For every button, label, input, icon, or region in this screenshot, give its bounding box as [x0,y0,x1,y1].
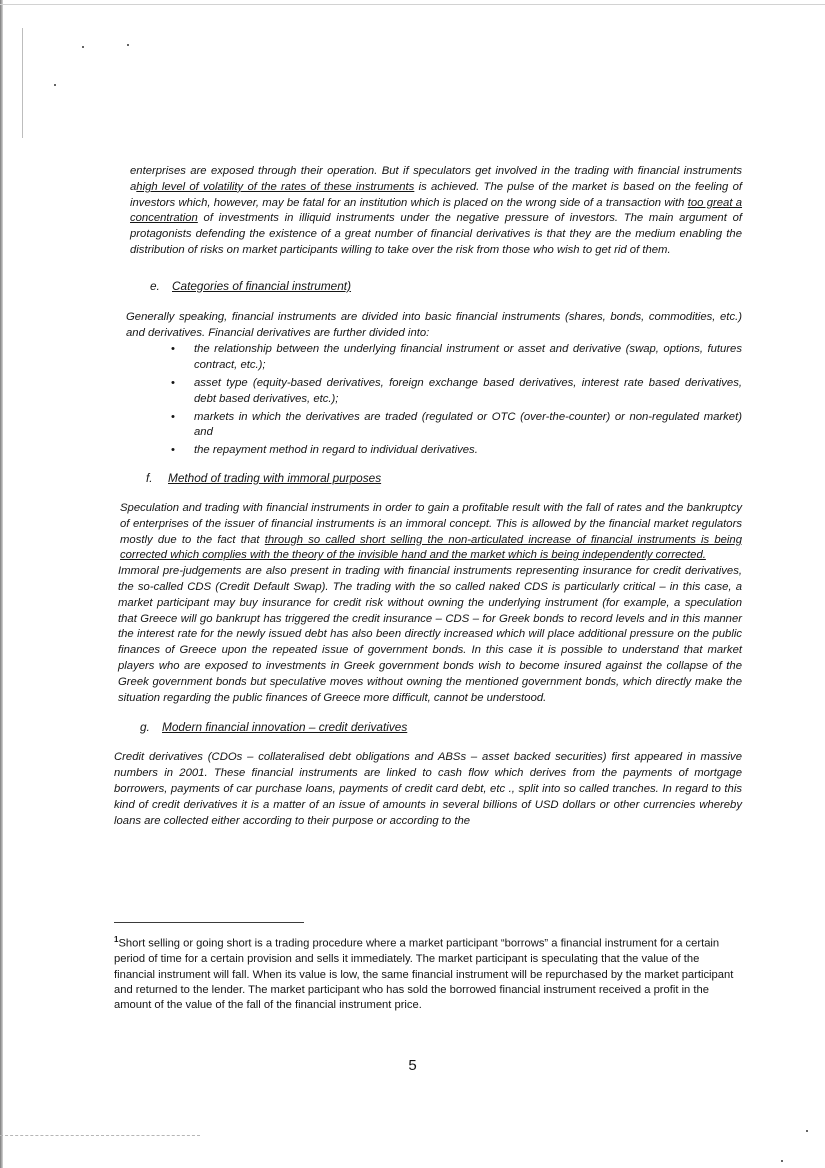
section-f-title: Method of trading with immoral purposes [168,470,382,485]
bullet-icon: • [171,376,175,389]
scan-bottom-rule [0,1135,200,1136]
section-g-heading [114,720,742,734]
bullet-icon: • [171,343,175,356]
continuation-text-start: enterprises are exposed through their operation. But if speculators get involved in the trading with financial instruments a [130,165,742,193]
section-f-paragraph-1 [114,501,742,564]
section-e-title: Categories of financial instrument) [172,278,352,293]
list-item [171,376,742,408]
derivative-categories-list [114,342,742,459]
list-item-text: the relationship between the underlying financial instrument or asset and derivative (swap, options, futures contract, etc.); [194,343,742,372]
page-body [114,164,742,829]
footnote-marker: 1 [114,935,119,944]
section-g-letter: g. [140,720,150,735]
section-g-paragraph: Credit derivatives (CDOs – collateralised debt obligations and ABSs – asset backed securities) first appeared in massive numbers in 2001. These financial instruments are linked to cash flow which derives from the payments of mortgage borrowers, payments of car purchase loans, payments of credit card debt, etc ., split into so called tranches. In regard to this kind of credit derivatives it is a matter of an issue of amounts in several billions of USD dollars or other currencies whereby loans are collected either according to their purpose or according to the [114,751,742,827]
footnote [114,932,742,1014]
continuation-paragraph [114,164,742,259]
volatility-phrase: high level of volatility of the rates of these instruments [136,180,415,193]
list-item [171,410,742,442]
page-number: 5 [408,1057,417,1074]
section-f-letter: f. [146,470,153,485]
section-f-p1-underlined: through so called short selling the non-articulated increase of financial instruments is being corrected which complies with the theory of the invisible hand and the market which is being independently corrected. [120,533,742,562]
scan-speck [127,44,129,46]
scan-speck [54,84,56,86]
scan-margin-line [22,28,23,138]
continuation-text-middle: is achieved. The pulse of the market is based on the feeling of investors which, however, may be fatal for an institution which is placed on the wrong side of a transaction with [130,180,742,209]
section-e-letter: e. [150,278,160,293]
section-f-heading [114,471,742,485]
scan-speck [806,1130,808,1132]
bullet-icon: • [171,444,175,457]
continuation-text-end: of investments in illiquid instruments under the negative pressure of investors. The main argument of protagonists defending the existence of a great number of financial derivatives is that they are the medium enabling the distribution of risks on market participants willing to take over the risk from those who wish to get rid of them. [130,212,742,256]
list-item-text: markets in which the derivatives are traded (regulated or OTC (over-the-counter) or non-regulated market) and [194,410,742,439]
bullet-icon: • [171,410,175,423]
list-item-text: asset type (equity-based derivatives, foreign exchange based derivatives, interest rate based derivatives, debt based derivatives, etc.); [194,376,742,405]
scan-top-rule [0,4,825,5]
section-f-paragraph-2: Immoral pre-judgements are also present in trading with financial instruments representing insurance for credit derivatives, the so-called CDS (Credit Default Swap). The trading with the so called naked CDS is particularly critical – in this case, a market participant may buy insurance for credit risk without owning the underlying instrument (for example, a speculation that Greece will go bankrupt has triggered the credit insurance – CDS – for Greek bonds to record levels and in this manner the interest rate for the newly issued debt has also been directly increased which will place additional pressure on the public finances of Greece upon the repeated issue of government bonds. In this case it is possible to understand that market players who are exposed to investments in Greek government bonds wish to become insured against the collapse of the Greek government bonds but speculative moves without owning the mentioned government bonds, which directly make the situation regarding the public finances of Greece more difficult, cannot be understood. [118,565,742,704]
footnote-text: Short selling or going short is a trading procedure where a market participant “borrows” a financial instrument for a certain period of time for a certain provision and sells it immediately. The market participant is speculating that the value of the financial instrument will fall. When its value is low, the same financial instrument will be repurchased by the market participant and returned to the lender. The market participant who has sold the borrowed financial instrument received a profit in the amount of the value of the fall of the financial instrument price. [114,937,734,1012]
section-e-intro: Generally speaking, financial instruments are divided into basic financial instruments (shares, bonds, commodities, etc.) and derivatives. Financial derivatives are further divided into: [126,310,742,339]
list-item [171,443,742,459]
concentration-phrase: too great a concentration [130,196,743,225]
scan-left-edge [0,0,3,1168]
list-item-text: the repayment method in regard to individual derivatives. [194,444,478,457]
scan-speck [82,46,84,48]
footnote-separator [114,922,304,923]
scan-speck [781,1160,783,1162]
section-e-heading [114,279,742,293]
section-f-p1-text: Speculation and trading with financial instruments in order to gain a profitable result with the fall of rates and the bankruptcy of enterprises of the issuer of financial instruments is an immoral concept. This is allowed by the financial market regulators mostly due to the fact that [120,501,742,546]
section-g-title: Modern financial innovation – credit derivatives [162,720,408,735]
list-item [171,342,742,374]
